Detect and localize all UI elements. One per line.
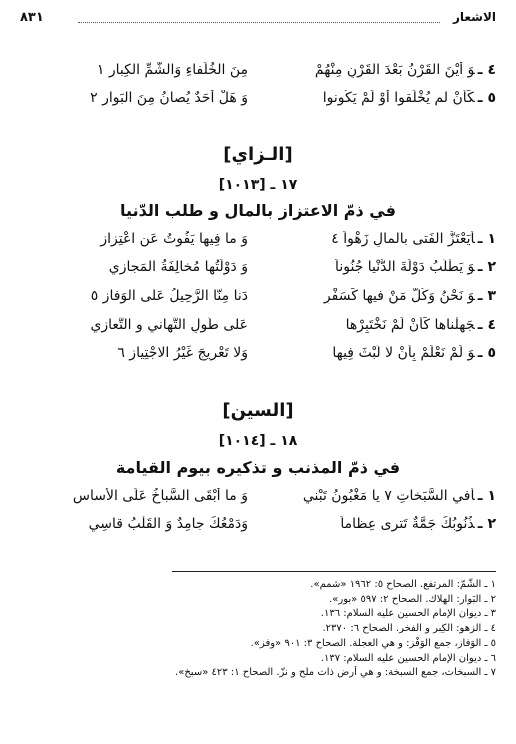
verse-line (20, 90, 496, 116)
verse-first-hemistich: ٢ ـوَ يَطْلُبُ دَوْلَةَ الدُّنْيا جُنُوناً (335, 259, 496, 275)
verse-line (20, 345, 496, 371)
verse-number: ٥ ـ (477, 345, 496, 361)
verse-line (20, 259, 496, 285)
section-heading-sin: [السين] (222, 400, 294, 421)
verse-second-hemistich: وَلا تَعْرِيجَ غَيْرُ الاجْتِيازِ ٦ (117, 345, 248, 361)
verse-first-hemistich: ١ ـأفي السَّبَخاتِ ٧ يا مَغْبُونُ تَبْني (302, 488, 496, 504)
poem-title: في ذمّ المذنب و تذكيره بيوم القيامة (115, 458, 401, 477)
verse-number: ٤ ـ (477, 62, 496, 78)
verse-number: ٥ ـ (477, 90, 496, 106)
section-heading-zay: [الـزاي] (223, 144, 293, 165)
page-number: ٨٣١ (20, 10, 44, 25)
verse-first-hemistich: ٥ ـكَأنْ لم يُخْلَقوا أوْ لَمْ يَكُونوا (322, 90, 496, 106)
verse-second-hemistich: مِنَ الخُلَفاءِ وَالشُّمِّ الكِبارِ ١ (96, 62, 248, 78)
footnote: ٤ ـ الزهو: الكِبر و الفخر. الصحاح ٦: ٢٣٧٠. (322, 623, 496, 635)
verse-number: ٤ ـ (477, 317, 496, 333)
poem-number: ١٨ ـ [١٠١٤] (218, 433, 298, 449)
verse-second-hemistich: وَ هَلْ أحَدٌ يُصانُ مِنَ البَوارِ ٢ (90, 90, 248, 106)
poem-number: ١٧ ـ [١٠١٣] (218, 177, 298, 193)
footnote: ٥ ـ الوَفاز، جمع الوَفْز: و هي العجلة. الصحاح ٣: ٩٠١ «وفز». (250, 637, 496, 649)
verse-first-hemistich: ٤ ـجَهِلْناها كَأنْ لَمْ نَخْتَبِرْها (345, 317, 496, 333)
verse-first-hemistich: ١ ـأيَعْتَزُّ الفَتى بالمالِ زَهْواً ٤ (331, 231, 496, 247)
footnotes (20, 578, 496, 681)
footnote: ٦ ـ ديوان الإمام الحسين عليه السلام: ١٣٧. (320, 652, 496, 664)
verse-second-hemistich: عَلى طُولِ التَّهاني و التَّعازي (90, 317, 248, 333)
verse-line (20, 317, 496, 343)
footnote: ٧ ـ السبخات، جمع السبخة: و هي أرض ذات ملح و نزّ. الصحاح ١: ٤٢٣ «سبخ». (175, 667, 496, 679)
header-dotted-leader (78, 22, 440, 23)
verse-line (20, 231, 496, 257)
footnote-separator (172, 571, 496, 572)
running-header (20, 10, 496, 30)
verse-number: ٢ ـ (477, 516, 496, 532)
verse-number: ٣ ـ (477, 288, 496, 304)
verse-second-hemistich: دَنا مِنّا الرَّحِيلُ عَلى الوَفازِ ٥ (90, 288, 248, 304)
verse-line (20, 288, 496, 314)
verse-second-hemistich: وَ ما فِيها يَفُوتُ عَنِ اعْتِزازِ (100, 231, 248, 247)
verse-second-hemistich: وَ ما أبْقَى السَّباخُ عَلَى الأساسِ (72, 488, 248, 504)
verse-line (20, 516, 496, 542)
verse-first-hemistich: ٢ ـذُنُوبُكَ جَمَّةٌ تَترى عِظاماً (340, 516, 496, 532)
verse-number: ١ ـ (477, 488, 496, 504)
footnote: ٣ ـ ديوان الإمام الحسين عليه السلام: ١٣٦. (320, 608, 496, 620)
verse-line (20, 488, 496, 514)
running-title: الاشعار (452, 10, 496, 24)
verse-number: ٢ ـ (477, 259, 496, 275)
verse-first-hemistich: ٤ ـوَ أيْنَ القَرْنُ بَعْدَ القَرْنِ مِنْهُمْ (314, 62, 496, 78)
footnote: ٢ ـ البَوار: الهلاك. الصحاح ٢: ٥٩٧ «بور». (329, 593, 496, 605)
verse-line (20, 62, 496, 88)
verse-number: ١ ـ (477, 231, 496, 247)
verse-first-hemistich: ٥ ـوَ لَمْ نَعْلَمْ بِأنْ لا لُبْثَ فِيها (332, 345, 496, 361)
footnote: ١ ـ الشُّمّ: المرتفع. الصحاح ٥: ١٩٦٢ «شمم». (310, 579, 496, 590)
verse-first-hemistich: ٣ ـوَ نَحْنُ وَكُلُّ مَنْ فيها كَسَفْرٍ (323, 288, 496, 304)
verse-second-hemistich: وَدَمْعُكَ جامِدٌ وَ القَلْبُ قاسِي (88, 516, 248, 532)
poem-title: في ذمّ الاعتزاز بالمال و طلب الدّنيا (120, 201, 396, 220)
verse-second-hemistich: وَ دَوْلَتُها مُخالِفَةُ المَجازي (108, 259, 248, 275)
